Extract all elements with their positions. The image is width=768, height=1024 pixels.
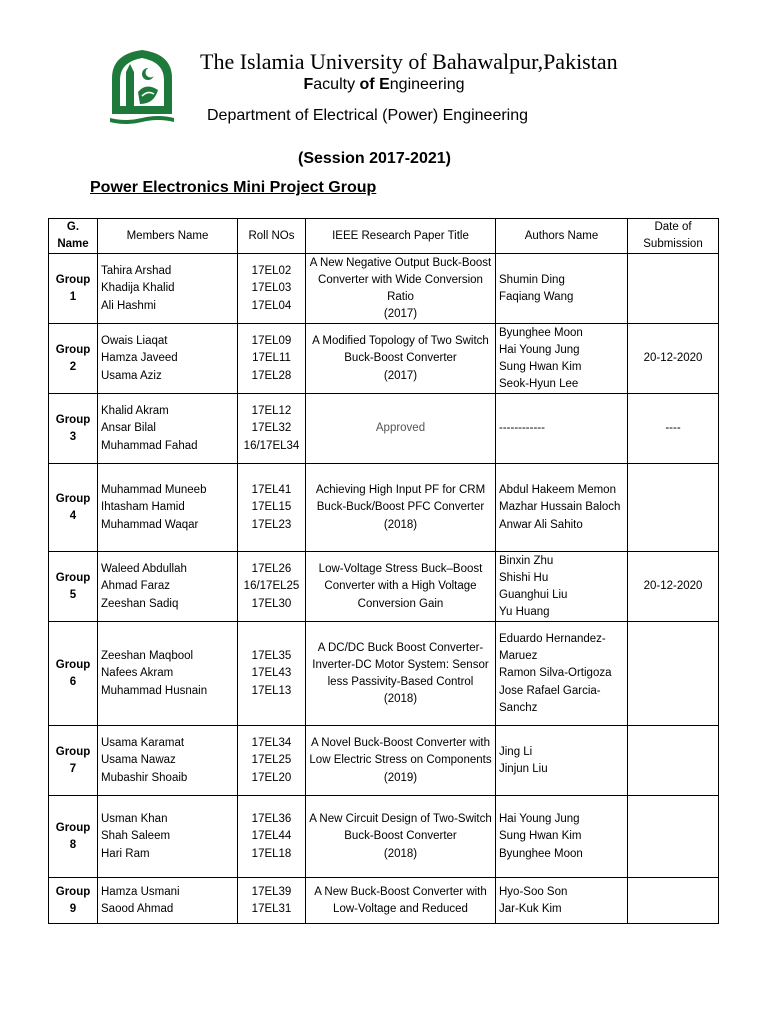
- cell-line: Mubashir Shoaib: [101, 771, 188, 784]
- members-cell: [98, 622, 238, 726]
- authors-cell: [496, 726, 628, 796]
- cell-line: Hai Young Jung: [499, 813, 580, 826]
- cell-line: 17EL03: [251, 282, 292, 295]
- cell-line: Guanghui Liu: [499, 588, 568, 601]
- cell-line: A Modified Topology of Two Switch Buck-Boost Converter: [312, 335, 489, 365]
- cell-line: 17EL15: [251, 501, 292, 514]
- submission-date-cell: [628, 254, 719, 324]
- cell-line: Ansar Bilal: [101, 422, 156, 435]
- cell-line: 17EL31: [251, 902, 292, 915]
- header-paper-title: IEEE Research Paper Title: [306, 219, 496, 254]
- roll-nos-cell: [238, 726, 306, 796]
- cell-line: (2018): [383, 693, 418, 706]
- group-name-cell: Group 8: [49, 796, 98, 878]
- paper-title-cell: [306, 726, 496, 796]
- members-cell: [98, 394, 238, 464]
- table-row: [49, 464, 719, 552]
- group-name-cell: Group 7: [49, 726, 98, 796]
- header-group-name: G. Name: [49, 219, 98, 254]
- cell-line: Achieving High Input PF for CRM Buck-Buck/Boost PFC Converter: [315, 484, 486, 514]
- cell-line: Nafees Akram: [101, 667, 174, 680]
- cell-line: Seok-Hyun Lee: [499, 378, 579, 391]
- document-title: Power Electronics Mini Project Group: [90, 179, 377, 196]
- table-row: [49, 878, 719, 924]
- cell-line: Sung Hwan Kim: [499, 360, 582, 373]
- cell-line: 17EL25: [251, 754, 292, 767]
- paper-title-cell: [306, 878, 496, 924]
- submission-date-cell: 20-12-2020: [628, 324, 719, 394]
- authors-cell: [496, 324, 628, 394]
- cell-line: Waleed Abdullah: [101, 563, 187, 576]
- cell-line: A Novel Buck-Boost Converter with Low Electric Stress on Components: [309, 737, 492, 767]
- members-cell: [98, 726, 238, 796]
- group-name-cell: Group 2: [49, 324, 98, 394]
- cell-line: 17EL30: [251, 597, 292, 610]
- group-name-cell: Group 9: [49, 878, 98, 924]
- cell-line: Usama Karamat: [101, 737, 185, 750]
- cell-line: Low-Voltage Stress Buck–Boost Converter with a High Voltage Conversion Gain: [318, 563, 483, 610]
- cell-line: Zeeshan Maqbool: [101, 650, 194, 663]
- cell-line: Zeeshan Sadiq: [101, 597, 179, 610]
- authors-cell: [496, 796, 628, 878]
- group-name-cell: Group 4: [49, 464, 98, 552]
- project-group-table: [48, 218, 719, 924]
- cell-line: Muhammad Fahad: [101, 439, 198, 452]
- authors-cell: [496, 622, 628, 726]
- roll-nos-cell: [238, 878, 306, 924]
- members-cell: [98, 324, 238, 394]
- members-cell: [98, 254, 238, 324]
- members-cell: [98, 552, 238, 622]
- cell-line: Ali Hashmi: [101, 299, 156, 312]
- header-members: Members Name: [98, 219, 238, 254]
- table-row: [49, 552, 719, 622]
- cell-line: 17EL02: [251, 265, 292, 278]
- cell-line: 17EL39: [251, 885, 292, 898]
- table-row: [49, 796, 719, 878]
- paper-title-cell: [306, 324, 496, 394]
- submission-date-cell: [628, 878, 719, 924]
- cell-line: Faqiang Wang: [499, 290, 574, 303]
- paper-title-cell: [306, 394, 496, 464]
- cell-line: (2017): [383, 308, 418, 321]
- table-row: [49, 324, 719, 394]
- cell-line: Muhammad Husnain: [101, 684, 208, 697]
- cell-line: Jose Rafael Garcia-Sanchz: [499, 684, 601, 714]
- group-name-cell: Group 1: [49, 254, 98, 324]
- cell-line: 17EL09: [251, 335, 292, 348]
- table-row: [49, 254, 719, 324]
- cell-line: ------------: [499, 422, 545, 435]
- cell-line: 17EL11: [252, 352, 291, 365]
- members-cell: [98, 796, 238, 878]
- cell-line: 17EL35: [251, 650, 292, 663]
- cell-line: 17EL23: [251, 518, 292, 531]
- cell-line: Abdul Hakeem Memon: [499, 484, 616, 497]
- cell-line: 17EL04: [251, 299, 292, 312]
- cell-line: (2019): [383, 771, 418, 784]
- submission-date-cell: [628, 796, 719, 878]
- cell-line: Khalid Akram: [101, 405, 169, 418]
- university-name: The Islamia University of Bahawalpur,Pakistan: [200, 49, 618, 74]
- paper-title-cell: [306, 254, 496, 324]
- cell-line: A New Buck-Boost Converter with Low-Voltage and Reduced: [314, 885, 487, 915]
- group-name-cell: Group 5: [49, 552, 98, 622]
- cell-line: 16/17EL34: [243, 439, 300, 452]
- cell-line: Jinjun Liu: [499, 762, 548, 775]
- cell-line: Hyo-Soo Son: [499, 885, 568, 898]
- roll-nos-cell: [238, 394, 306, 464]
- cell-line: Saood Ahmad: [101, 902, 174, 915]
- cell-line: Eduardo Hernandez-Maruez: [499, 632, 606, 663]
- cell-line: Binxin Zhu: [499, 554, 554, 567]
- cell-line: 17EL32: [251, 422, 292, 435]
- roll-nos-cell: [238, 254, 306, 324]
- header-authors: Authors Name: [496, 219, 628, 254]
- cell-line: 17EL28: [251, 369, 292, 382]
- cell-line: Usama Aziz: [101, 369, 162, 382]
- paper-title-cell: [306, 464, 496, 552]
- header-date: Date of Submission: [628, 219, 719, 254]
- roll-nos-cell: [238, 796, 306, 878]
- cell-line: Shumin Ding: [499, 273, 565, 286]
- submission-date-cell: ----: [628, 394, 719, 464]
- cell-line: (2018): [383, 847, 418, 860]
- cell-line: Approved: [375, 422, 426, 435]
- roll-nos-cell: [238, 324, 306, 394]
- paper-title-cell: [306, 552, 496, 622]
- cell-line: Muhammad Muneeb: [101, 484, 207, 497]
- cell-line: Anwar Ali Sahito: [499, 518, 583, 531]
- group-name-cell: Group 6: [49, 622, 98, 726]
- cell-line: Shishi Hu: [499, 571, 549, 584]
- group-name-cell: Group 3: [49, 394, 98, 464]
- paper-title-cell: [306, 622, 496, 726]
- cell-line: Ahmad Faraz: [101, 580, 171, 593]
- cell-line: Sung Hwan Kim: [499, 830, 582, 843]
- table-row: [49, 394, 719, 464]
- roll-nos-cell: [238, 622, 306, 726]
- cell-line: 17EL41: [251, 484, 292, 497]
- cell-line: Usman Khan: [101, 813, 168, 826]
- cell-line: Jar-Kuk Kim: [499, 902, 562, 915]
- members-cell: [98, 878, 238, 924]
- cell-line: Ihtasham Hamid: [101, 501, 185, 514]
- session-label: (Session 2017-2021): [298, 150, 451, 167]
- header-roll-nos: Roll NOs: [238, 219, 306, 254]
- table-row: [49, 622, 719, 726]
- cell-line: Byunghee Moon: [499, 326, 583, 339]
- cell-line: A New Negative Output Buck-Boost Converter with Wide Conversion Ratio: [309, 256, 492, 303]
- cell-line: Hari Ram: [101, 847, 150, 860]
- authors-cell: [496, 464, 628, 552]
- roll-nos-cell: [238, 464, 306, 552]
- table-body: [49, 254, 719, 924]
- cell-line: Shah Saleem: [101, 830, 171, 843]
- cell-line: Usama Nawaz: [101, 754, 176, 767]
- cell-line: 16/17EL25: [243, 580, 300, 593]
- submission-date-cell: 20-12-2020: [628, 552, 719, 622]
- cell-line: Owais Liaqat: [101, 335, 168, 348]
- paper-title-cell: [306, 796, 496, 878]
- cell-line: Khadija Khalid: [101, 282, 175, 295]
- cell-line: Tahira Arshad: [101, 265, 172, 278]
- cell-line: Hamza Javeed: [101, 352, 178, 365]
- cell-line: Ramon Silva-Ortigoza: [499, 667, 612, 680]
- submission-date-cell: [628, 726, 719, 796]
- cell-line: Byunghee Moon: [499, 847, 583, 860]
- cell-line: 17EL20: [251, 771, 292, 784]
- cell-line: Mazhar Hussain Baloch: [499, 501, 621, 514]
- cell-line: A New Circuit Design of Two-Switch Buck-Boost Converter: [309, 813, 492, 843]
- cell-line: 17EL12: [251, 405, 292, 418]
- department-name: Department of Electrical (Power) Engineering: [207, 107, 529, 124]
- cell-line: 17EL44: [251, 830, 292, 843]
- cell-line: 17EL36: [251, 813, 292, 826]
- submission-date-cell: [628, 622, 719, 726]
- table-header-row: [49, 219, 719, 254]
- cell-line: Jing Li: [499, 745, 533, 758]
- cell-line: 17EL34: [251, 737, 292, 750]
- submission-date-cell: [628, 464, 719, 552]
- cell-line: A DC/DC Buck Boost Converter-Inverter-DC Motor System: Sensor less Passivity-Based Control: [312, 641, 489, 688]
- authors-cell: [496, 878, 628, 924]
- authors-cell: [496, 552, 628, 622]
- cell-line: Hai Young Jung: [499, 343, 580, 356]
- cell-line: Hamza Usmani: [101, 885, 180, 898]
- authors-cell: [496, 254, 628, 324]
- table-row: [49, 726, 719, 796]
- authors-cell: [496, 394, 628, 464]
- cell-line: 17EL43: [251, 667, 292, 680]
- cell-line: Muhammad Waqar: [101, 518, 199, 531]
- members-cell: [98, 464, 238, 552]
- cell-line: 17EL26: [251, 563, 292, 576]
- faculty-name: Faculty of Engineering: [303, 76, 465, 93]
- roll-nos-cell: [238, 552, 306, 622]
- cell-line: 17EL18: [251, 847, 292, 860]
- cell-line: Yu Huang: [499, 606, 550, 619]
- cell-line: (2017): [383, 369, 418, 382]
- cell-line: (2018): [383, 518, 418, 531]
- cell-line: 17EL13: [251, 684, 292, 697]
